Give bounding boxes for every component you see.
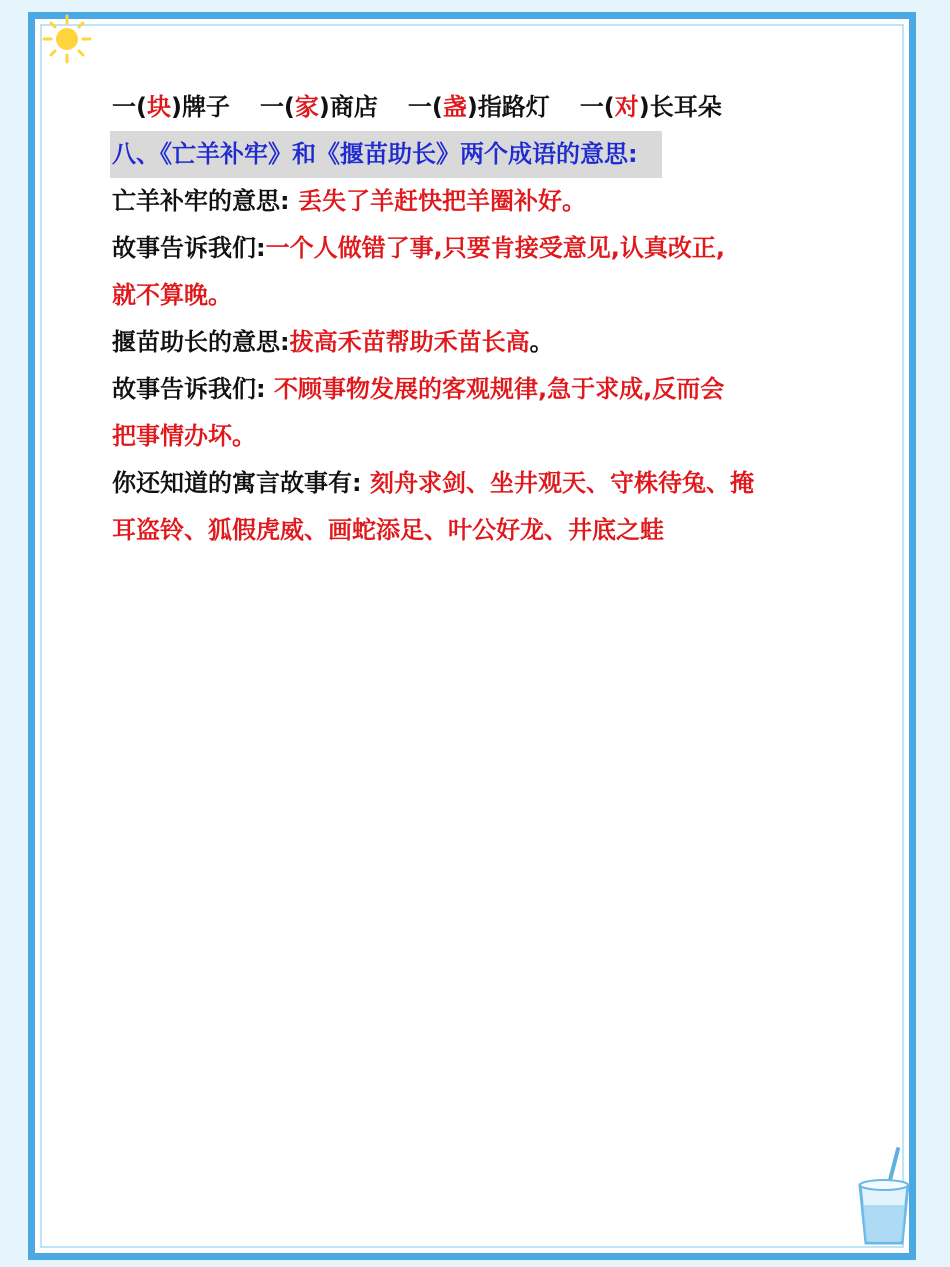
- yamiao-lesson-text: 不顾事物发展的客观规律,急于求成,反而会: [273, 375, 725, 403]
- fables-label: 你还知道的寓言故事有:: [112, 469, 362, 497]
- drink-cup-icon: [852, 1145, 916, 1250]
- measure-word-prefix: 一(: [259, 93, 295, 121]
- measure-word-noun: )指路灯: [466, 93, 550, 121]
- yamiao-lesson-label: 故事告诉我们:: [112, 375, 266, 403]
- wangyang-lesson-continuation: 就不算晚。: [112, 281, 232, 309]
- measure-word-item: [112, 93, 230, 121]
- yamiao-lesson-row: [112, 366, 852, 413]
- measure-word-answer: 对: [614, 93, 639, 121]
- wangyang-label: 亡羊补牢的意思:: [112, 187, 290, 215]
- measure-word-answer: 家: [294, 93, 319, 121]
- measure-word-item: [260, 93, 378, 121]
- worksheet-content: [112, 84, 852, 554]
- measure-word-item: [580, 93, 722, 121]
- yamiao-label: 揠苗助长的意思:: [112, 328, 290, 356]
- fables-list-continuation: 耳盗铃、狐假虎威、画蛇添足、叶公好龙、井底之蛙: [112, 516, 664, 544]
- measure-word-prefix: 一(: [407, 93, 443, 121]
- measure-word-noun: )长耳朵: [638, 93, 722, 121]
- fables-row: [112, 460, 852, 507]
- wangyang-lesson-text: 一个人做错了事,只要肯接受意见,认真改正,: [265, 234, 725, 262]
- measure-word-noun: )牌子: [170, 93, 230, 121]
- sun-icon: [40, 12, 94, 66]
- wangyang-meaning-row: [112, 178, 852, 225]
- measure-word-answer: 盏: [442, 93, 467, 121]
- measure-word-answer: 块: [146, 93, 171, 121]
- measure-word-noun: )商店: [318, 93, 378, 121]
- wangyang-meaning: 丢失了羊赶快把羊圈补好。: [297, 187, 586, 215]
- yamiao-meaning-end: 。: [529, 328, 554, 356]
- measure-word-item: [408, 93, 550, 121]
- fables-list: 刻舟求剑、坐井观天、守株待兔、掩: [369, 469, 754, 497]
- measure-word-row: [112, 84, 852, 131]
- measure-word-prefix: 一(: [579, 93, 615, 121]
- section-heading-row: [112, 131, 852, 178]
- yamiao-meaning: 拔高禾苗帮助禾苗长高: [289, 328, 530, 356]
- wangyang-lesson-label: 故事告诉我们:: [112, 234, 266, 262]
- yamiao-lesson-continuation: 把事情办坏。: [112, 422, 256, 450]
- wangyang-lesson-row: [112, 225, 852, 272]
- measure-word-prefix: 一(: [112, 93, 147, 121]
- section-heading: 八、《亡羊补牢》和《揠苗助长》两个成语的意思:: [110, 131, 662, 178]
- yamiao-meaning-row: [112, 319, 852, 366]
